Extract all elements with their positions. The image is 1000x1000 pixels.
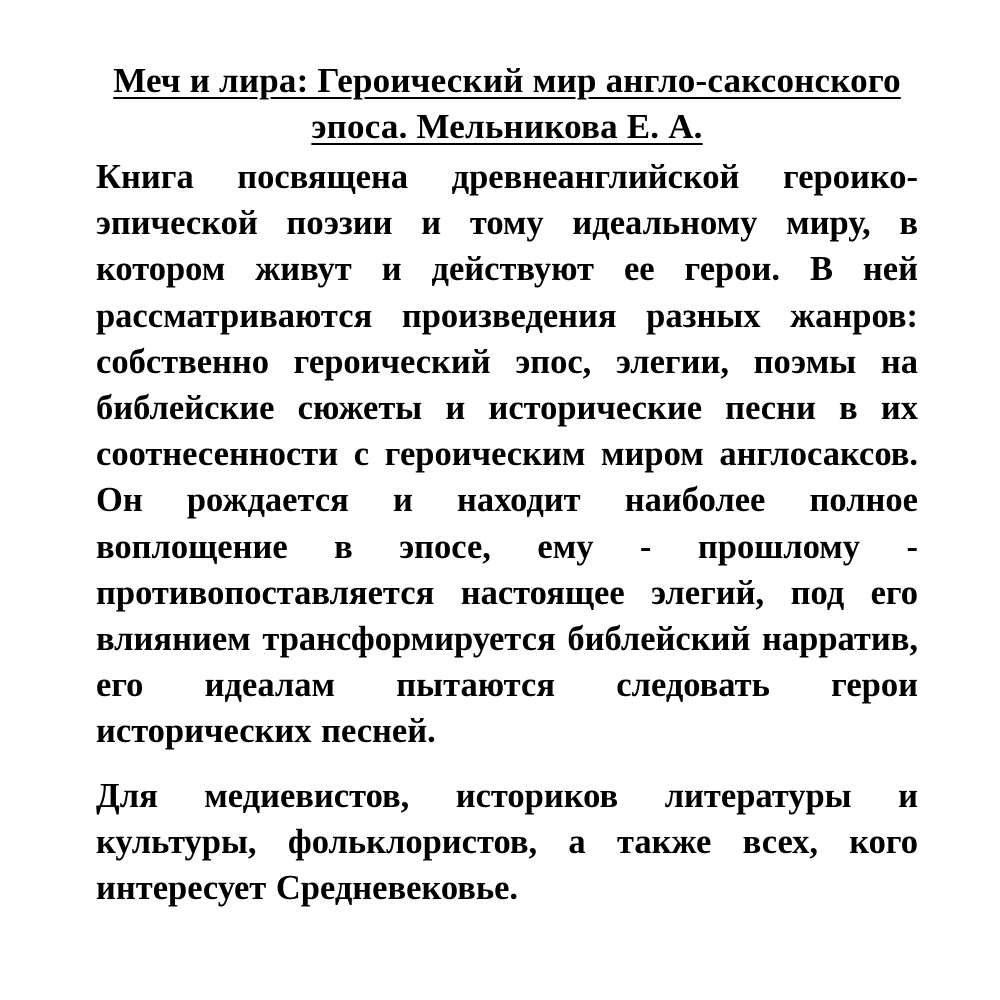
description-paragraph: Книга посвящена древнеанглийской героико-эпической поэзии и тому идеальному миру, в котором живут и действуют ее герои. В ней рассматриваются произведения разных жанров: собственно героический эпос, элегии, поэмы на библейские сюжеты и исторические песни в их соотнесенности с героическим миром англосаксов. Он рождается и находит наиболее полное воплощение в эпосе, ему - прошлому - противопоставляется настоящее элегий, под его влиянием трансформируется библейский нарратив, его идеалам пытаются следовать герои исторических песней. (96, 158, 918, 751)
audience-paragraph: Для медиевистов, историков литературы и культуры, фольклористов, а также всех, кого интересует Средневековье. (96, 776, 918, 908)
book-description-card (96, 58, 918, 911)
book-title: Меч и лира: Героический мир англо-саксонского эпоса. Мельникова Е. А. (113, 61, 901, 146)
